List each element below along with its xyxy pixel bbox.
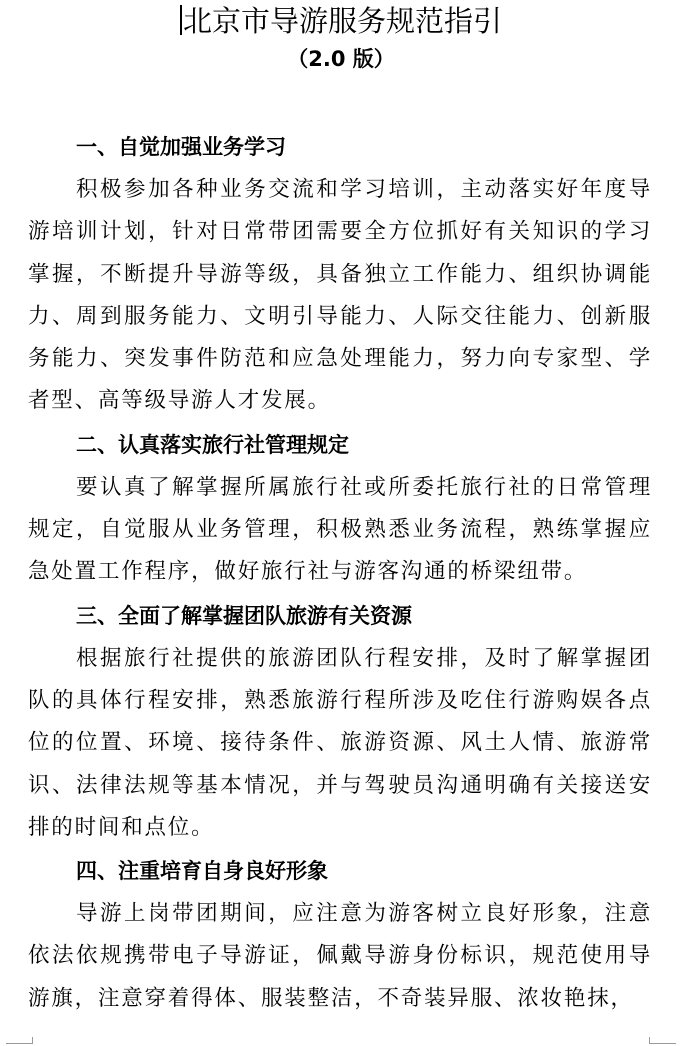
page-corner-mark-right xyxy=(649,1037,676,1044)
section-4-heading: 四、注重培育自身良好形象 xyxy=(76,859,328,884)
section-2 xyxy=(28,423,652,594)
document-title-text: 北京市导游服务规范指引 xyxy=(182,4,502,38)
section-4-paragraph: 导游上岗带团期间，应注意为游客树立良好形象，注意依法依规携带电子导游证，佩戴导游身份标识，规范使用导游旗，注意穿着得体、服装整洁，不奇装异服、浓妆艳抹， xyxy=(28,901,652,1011)
section-1 xyxy=(28,125,652,423)
section-3-heading: 三、全面了解掌握团队旅游有关资源 xyxy=(76,603,412,628)
text-cursor xyxy=(180,5,182,35)
document-body xyxy=(28,125,652,1020)
section-2-heading: 二、认真落实旅行社管理规定 xyxy=(76,432,349,457)
document-title xyxy=(0,2,682,40)
section-3-paragraph: 根据旅行社提供的旅游团队行程安排，及时了解掌握团队的具体行程安排，熟悉旅游行程所涉及吃住行游购娱各点位的位置、环境、接待条件、旅游资源、风土人情、旅游常识、法律法规等基本情况，并与驾驶员沟通明确有关接送安排的时间和点位。 xyxy=(28,645,652,840)
section-1-paragraph: 积极参加各种业务交流和学习培训，主动落实好年度导游培训计划，针对日常带团需要全方位抓好有关知识的学习掌握，不断提升导游等级，具备独立工作能力、组织协调能力、周到服务能力、文明引导能力、人际交往能力、创新服务能力、突发事件防范和应急处理能力，努力向专家型、学者型、高等级导游人才发展。 xyxy=(28,177,652,414)
section-4 xyxy=(28,849,652,1020)
section-2-paragraph: 要认真了解掌握所属旅行社或所委托旅行社的日常管理规定，自觉服从业务管理，积极熟悉业务流程，熟练掌握应急处置工作程序，做好旅行社与游客沟通的桥梁纽带。 xyxy=(28,474,652,585)
document-subtitle: （2.0 版） xyxy=(287,47,395,71)
section-1-heading: 一、自觉加强业务学习 xyxy=(76,135,286,159)
page-corner-mark-left xyxy=(6,1037,33,1044)
section-3 xyxy=(28,594,652,849)
